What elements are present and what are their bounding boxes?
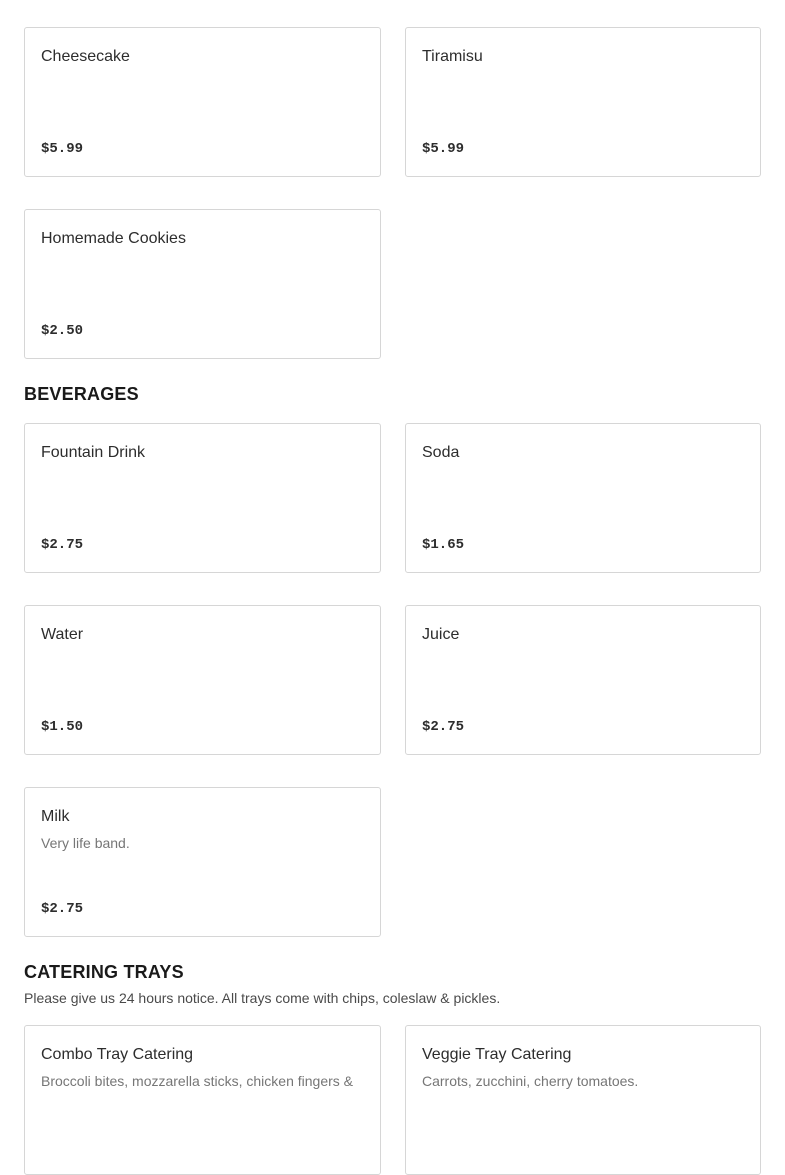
menu-item-price: $2.50 bbox=[41, 323, 84, 339]
menu-item-price: $5.99 bbox=[41, 141, 84, 157]
menu-item-card[interactable] bbox=[24, 787, 381, 937]
menu-item-price: $1.65 bbox=[422, 537, 465, 553]
desserts-section bbox=[24, 27, 761, 359]
catering-section bbox=[24, 961, 761, 1175]
menu-item-card[interactable] bbox=[24, 27, 381, 177]
menu-item-card[interactable] bbox=[405, 605, 761, 755]
beverages-section bbox=[24, 383, 761, 937]
menu-item-card[interactable] bbox=[405, 423, 761, 573]
menu-item-card[interactable] bbox=[405, 27, 761, 177]
section-note: Please give us 24 hours notice. All trays come with chips, coleslaw & pickles. bbox=[24, 990, 501, 1006]
menu-item-card[interactable] bbox=[24, 209, 381, 359]
menu-item-description: Carrots, zucchini, cherry tomatoes. bbox=[422, 1073, 639, 1089]
menu-item-card[interactable] bbox=[24, 423, 381, 573]
menu-item-name: Juice bbox=[422, 626, 460, 643]
menu-item-description: Broccoli bites, mozzarella sticks, chicken fingers & bbox=[41, 1073, 353, 1089]
desserts-grid bbox=[24, 27, 761, 359]
menu-item-name: Homemade Cookies bbox=[41, 230, 186, 247]
menu-item-card[interactable] bbox=[24, 605, 381, 755]
menu-item-card[interactable] bbox=[24, 1025, 381, 1175]
menu-item-name: Combo Tray Catering bbox=[41, 1046, 194, 1063]
menu-item-price: $5.99 bbox=[422, 141, 465, 157]
menu-item-description: Very life band. bbox=[41, 835, 130, 851]
menu-item-price: $2.75 bbox=[41, 537, 84, 553]
menu-item-name: Tiramisu bbox=[422, 48, 483, 65]
section-title: CATERING TRAYS bbox=[24, 962, 184, 982]
menu-item-name: Milk bbox=[41, 808, 70, 825]
menu-item-name: Veggie Tray Catering bbox=[422, 1046, 572, 1063]
menu bbox=[24, 27, 761, 1175]
beverages-grid bbox=[24, 423, 761, 937]
menu-item-card[interactable] bbox=[405, 1025, 761, 1175]
menu-item-price: $1.50 bbox=[41, 719, 84, 735]
menu-item-name: Fountain Drink bbox=[41, 444, 146, 461]
menu-item-price: $2.75 bbox=[41, 901, 84, 917]
menu-item-name: Cheesecake bbox=[41, 48, 130, 65]
menu-item-price: $2.75 bbox=[422, 719, 465, 735]
catering-grid bbox=[24, 1025, 761, 1175]
section-title: BEVERAGES bbox=[24, 384, 139, 404]
menu-item-name: Water bbox=[41, 626, 84, 643]
menu-item-name: Soda bbox=[422, 444, 460, 461]
